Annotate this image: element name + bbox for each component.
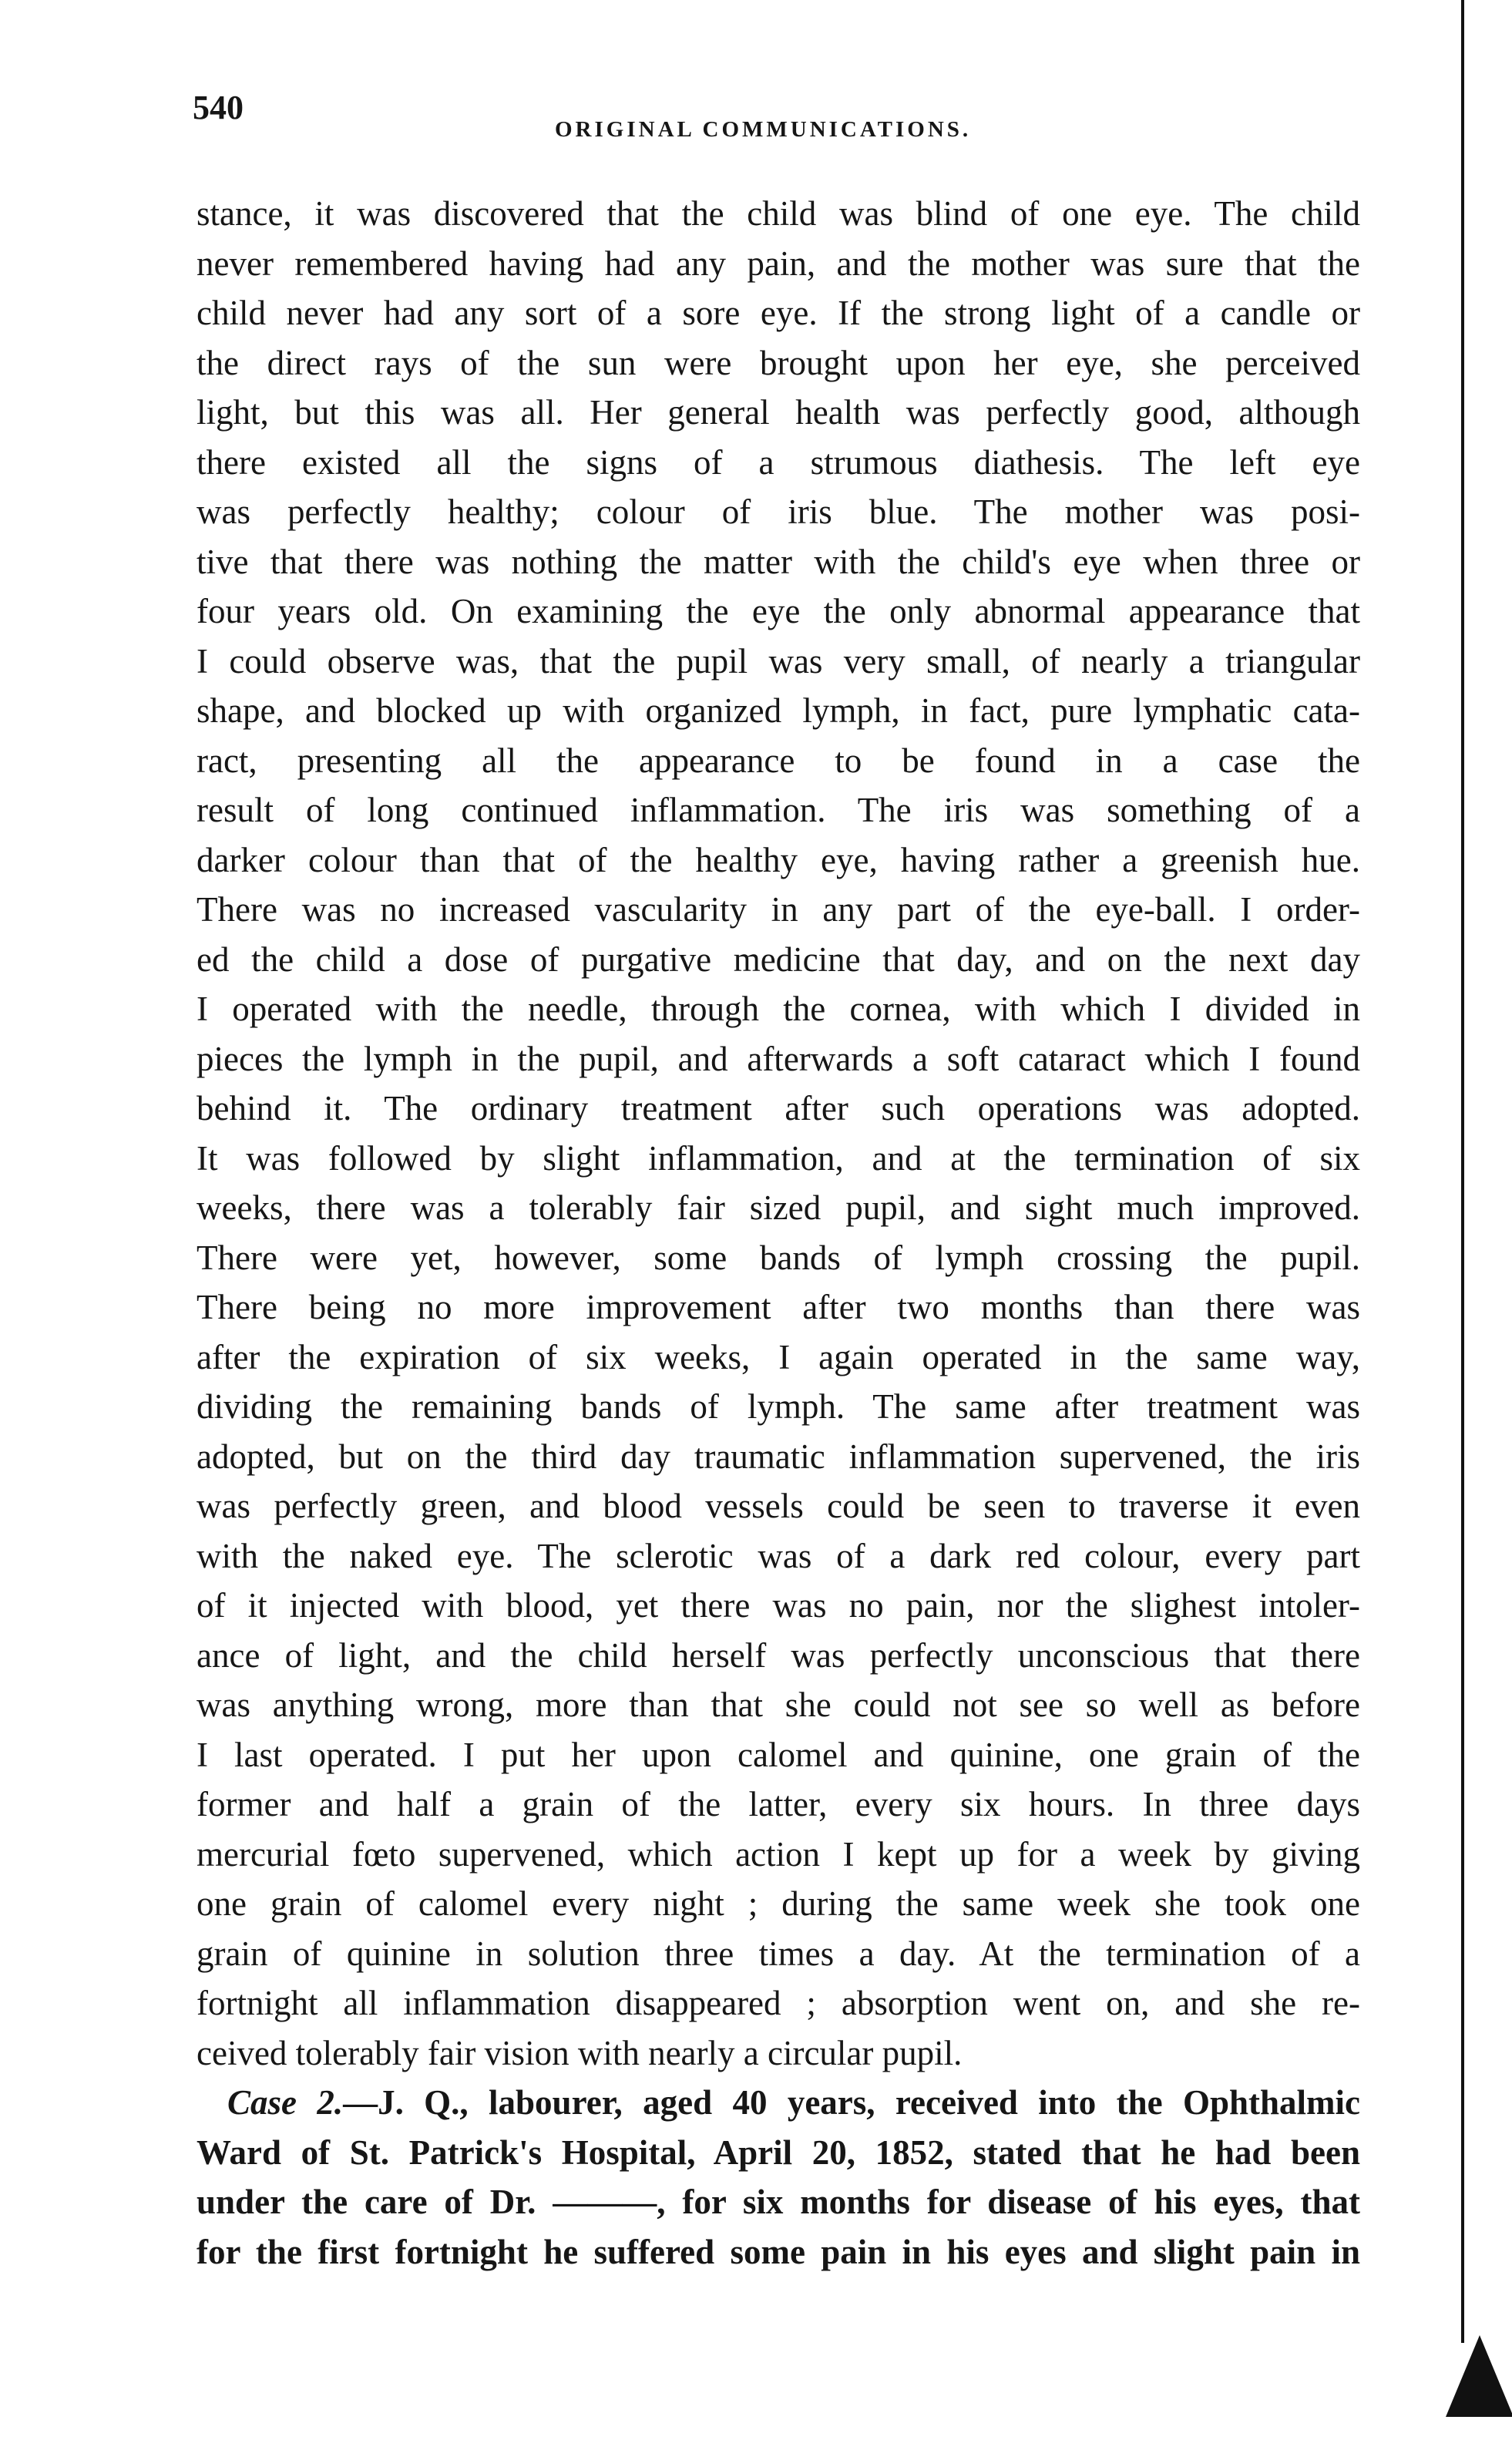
body-line: of it injected with blood, yet there was no pain, nor the slighest intoler- bbox=[197, 1586, 1360, 1625]
body-line: four years old. On examining the eye the only abnormal appearance that bbox=[197, 592, 1360, 630]
body-line: with the naked eye. The sclerotic was of a dark red colour, every part bbox=[197, 1536, 1360, 1575]
body-line: ract, presenting all the appearance to be found in a case the bbox=[197, 741, 1360, 780]
body-line: dividing the remaining bands of lymph. The same after treatment was bbox=[197, 1387, 1360, 1426]
right-edge-rule bbox=[1461, 0, 1464, 2343]
body-line: was perfectly healthy; colour of iris blue. The mother was posi- bbox=[197, 492, 1360, 531]
body-line: light, but this was all. Her general health was perfectly good, although bbox=[197, 393, 1360, 432]
body-line: There being no more improvement after two months than there was bbox=[197, 1288, 1360, 1326]
page-number: 540 bbox=[193, 89, 244, 126]
body-line: never remembered having had any pain, and the mother was sure that the bbox=[197, 244, 1360, 283]
body-line: It was followed by slight inflammation, and at the termination of six bbox=[197, 1138, 1360, 1178]
body-line: the direct rays of the sun were brought upon her eye, she perceived bbox=[197, 343, 1360, 382]
body-line: behind it. The ordinary treatment after such operations was adopted. bbox=[197, 1089, 1360, 1128]
running-head: ORIGINAL COMMUNICATIONS. bbox=[555, 117, 972, 142]
body-line: result of long continued inflammation. The iris was something of a bbox=[197, 791, 1360, 829]
body-line: former and half a grain of the latter, every six hours. In three days bbox=[197, 1785, 1360, 1823]
body-line: adopted, but on the third day traumatic inflammation supervened, the iris bbox=[197, 1437, 1360, 1476]
body-line: after the expiration of six weeks, I again operated in the same way, bbox=[197, 1337, 1360, 1376]
body-line: there existed all the signs of a strumous diathesis. The left eye bbox=[197, 442, 1360, 482]
body-line: I last operated. I put her upon calomel and quinine, one grain of the bbox=[197, 1735, 1360, 1774]
case-line: Ward of St. Patrick's Hospital, April 20, 1852, stated that he had been bbox=[197, 2132, 1360, 2172]
body-line: There were yet, however, some bands of lymph crossing the pupil. bbox=[197, 1238, 1360, 1277]
body-line: weeks, there was a tolerably fair sized pupil, and sight much improved. bbox=[197, 1188, 1360, 1227]
case-heading-line bbox=[197, 2078, 1360, 2128]
body-line: There was no increased vascularity in any part of the eye-ball. I order- bbox=[197, 890, 1360, 929]
body-line: child never had any sort of a sore eye. If the strong light of a candle or bbox=[197, 294, 1360, 332]
body-line: ceived tolerably fair vision with nearly a circular pupil. bbox=[197, 2033, 963, 2072]
body-line: grain of quinine in solution three times a day. At the termination of a bbox=[197, 1934, 1360, 1973]
body-text bbox=[197, 189, 1360, 2277]
body-line: mercurial fœto supervened, which action I kept up for a week by giving bbox=[197, 1834, 1360, 1874]
case-line: for the first fortnight he suffered some pain in his eyes and slight pain in bbox=[197, 2232, 1360, 2271]
page-header bbox=[193, 91, 1349, 153]
case-line: under the care of Dr. ———, for six months for disease of his eyes, that bbox=[197, 2183, 1360, 2221]
case-line: —J. Q., labourer, aged 40 years, received into the Ophthalmic bbox=[343, 2083, 1361, 2122]
body-line: I could observe was, that the pupil was very small, of nearly a triangular bbox=[197, 641, 1360, 681]
body-line: was perfectly green, and blood vessels could be seen to traverse it even bbox=[197, 1487, 1360, 1525]
body-line: one grain of calomel every night ; during the same week she took one bbox=[197, 1884, 1360, 1923]
triangle-marker-icon bbox=[1446, 2335, 1512, 2417]
body-line: was anything wrong, more than that she could not see so well as before bbox=[197, 1685, 1360, 1724]
body-line: ed the child a dose of purgative medicine that day, and on the next day bbox=[197, 939, 1360, 979]
body-line: darker colour than that of the healthy eye, having rather a greenish hue. bbox=[197, 840, 1360, 879]
body-line: shape, and blocked up with organized lymph, in fact, pure lymphatic cata- bbox=[197, 691, 1360, 730]
body-line: ance of light, and the child herself was perfectly unconscious that there bbox=[197, 1635, 1360, 1675]
body-line: stance, it was discovered that the child was blind of one eye. The child bbox=[197, 194, 1360, 233]
body-line: fortnight all inflammation disappeared ; absorption went on, and she re- bbox=[197, 1984, 1360, 2022]
body-line: tive that there was nothing the matter with the child's eye when three or bbox=[197, 542, 1360, 581]
body-line: pieces the lymph in the pupil, and afterwards a soft cataract which I found bbox=[197, 1039, 1360, 1078]
body-line: I operated with the needle, through the cornea, with which I divided in bbox=[197, 990, 1360, 1028]
case-label: Case 2. bbox=[227, 2083, 344, 2122]
